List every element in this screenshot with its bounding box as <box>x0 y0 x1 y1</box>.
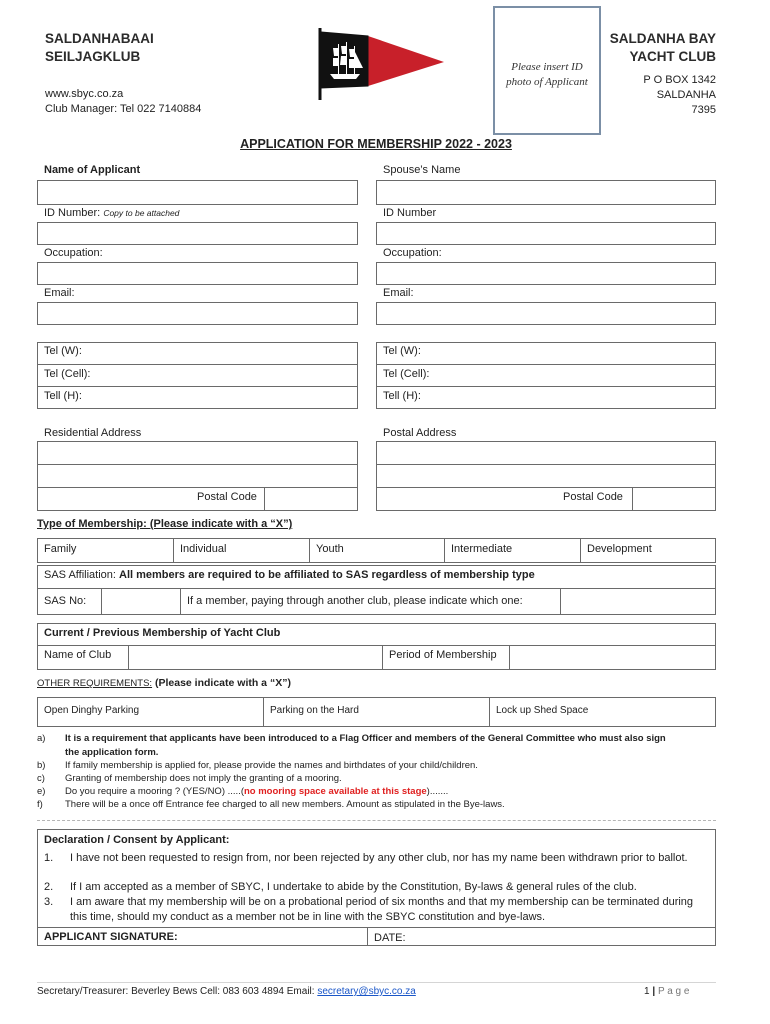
divider <box>632 487 633 511</box>
declaration-item-3-text: I am aware that my membership will be on a probational period of six months and that my membership can be terminated during this time, should my conduct as a member not be in line with the SBYC constitution and bye-laws. <box>70 896 694 923</box>
address-line1: P O BOX 1342 <box>643 74 716 86</box>
postal-address-label: Postal Address <box>383 427 457 439</box>
spouse-email-field[interactable] <box>376 302 716 325</box>
declaration-item-1-num: 1. <box>44 852 54 864</box>
divider <box>37 364 358 365</box>
date-label: DATE: <box>374 932 406 944</box>
section-divider <box>37 820 716 821</box>
footer-divider <box>37 982 716 983</box>
club-name-label: Name of Club <box>44 649 112 661</box>
note-e-warning: no mooring space available at this stage <box>243 786 427 797</box>
club-manager: Club Manager: Tel 022 7140884 <box>45 103 202 115</box>
applicant-id-note: Copy to be attached <box>103 208 180 218</box>
applicant-name-label: Name of Applicant <box>44 164 141 176</box>
membership-option-family[interactable]: Family <box>44 543 77 555</box>
club-name-english-line2: YACHT CLUB <box>629 49 716 64</box>
divider <box>367 927 368 946</box>
footer-contact <box>37 986 416 997</box>
applicant-name-field[interactable] <box>37 180 358 205</box>
period-field[interactable] <box>510 646 715 669</box>
applicant-tel-cell[interactable]: Tel (Cell): <box>44 368 91 380</box>
club-address <box>643 73 716 118</box>
spouse-id-label: ID Number <box>383 207 437 219</box>
club-website: www.sbyc.co.za <box>45 88 124 100</box>
spouse-name-field[interactable] <box>376 180 716 205</box>
divider <box>580 538 581 563</box>
club-name-afrikaans-line2: SEILJAGKLUB <box>45 49 141 64</box>
sas-no-field[interactable] <box>102 589 179 614</box>
membership-option-intermediate[interactable]: Intermediate <box>451 543 513 555</box>
postal-address-field[interactable] <box>376 441 716 511</box>
note-c-letter: c) <box>37 773 45 784</box>
option-parking-on-hard[interactable]: Parking on the Hard <box>270 705 359 716</box>
membership-option-development[interactable]: Development <box>587 543 652 555</box>
divider <box>376 364 716 365</box>
note-c-text: Granting of membership does not imply the granting of a mooring. <box>65 773 342 784</box>
divider <box>376 464 716 465</box>
club-flag-logo <box>316 28 446 100</box>
divider <box>376 386 716 387</box>
applicant-occupation-field[interactable] <box>37 262 358 285</box>
declaration-item-1-text: I have not been requested to resign from, nor been rejected by any other club, nor has my name been withdrawn prior to ballot. <box>70 852 688 864</box>
club-name-afrikaans-line1: SALDANHABAAI <box>45 31 154 46</box>
option-lock-up-shed[interactable]: Lock up Shed Space <box>496 705 589 716</box>
previous-membership-heading: Current / Previous Membership of Yacht Club <box>44 627 281 639</box>
note-e-trailer: )....... <box>426 786 449 797</box>
footer-text: Secretary/Treasurer: Beverley Bews Cell: 083 603 4894 Email: <box>37 986 318 997</box>
spouse-id-field[interactable] <box>376 222 716 245</box>
spouse-tel-work[interactable]: Tel (W): <box>383 345 421 357</box>
declaration-item-3-num: 3. <box>44 896 54 908</box>
signature-field[interactable] <box>180 928 366 945</box>
signature-label: APPLICANT SIGNATURE: <box>44 931 178 943</box>
divider <box>263 697 264 727</box>
photo-placeholder[interactable] <box>493 6 601 135</box>
note-a-line2: the application form. <box>65 746 159 758</box>
sas-affiliation-label <box>44 569 535 581</box>
divider <box>173 538 174 563</box>
address-line3: 7395 <box>691 104 716 116</box>
other-club-label: If a member, paying through another club, please indicate which one: <box>187 595 523 607</box>
sas-affiliation-title: SAS Affiliation: <box>44 569 116 581</box>
spouse-occupation-field[interactable] <box>376 262 716 285</box>
note-b-text: If family membership is applied for, please provide the names and birthdates of your child/children. <box>65 760 478 771</box>
residential-postal-code-label: Postal Code <box>197 491 257 503</box>
note-e-text <box>65 785 448 799</box>
period-label: Period of Membership <box>389 649 497 661</box>
declaration-heading: Declaration / Consent by Applicant: <box>44 834 230 846</box>
applicant-id-field[interactable] <box>37 222 358 245</box>
applicant-tel-work[interactable]: Tel (W): <box>44 345 82 357</box>
residential-address-label: Residential Address <box>44 427 142 439</box>
other-requirements-instruction: (Please indicate with a “X”) <box>154 677 291 689</box>
note-b-letter: b) <box>37 760 46 771</box>
note-f-text: There will be a once off Entrance fee charged to all new members. Amount as stipulated in the Bye-laws. <box>65 799 505 810</box>
form-title: APPLICATION FOR MEMBERSHIP 2022 - 2023 <box>240 137 512 151</box>
club-name-afrikaans <box>45 30 154 66</box>
divider <box>309 538 310 563</box>
divider <box>382 645 383 670</box>
membership-option-youth[interactable]: Youth <box>316 543 344 555</box>
page-number <box>644 986 689 997</box>
divider <box>37 464 358 465</box>
applicant-id-label <box>44 207 179 219</box>
club-name-english <box>610 30 716 66</box>
applicant-occupation-label: Occupation: <box>44 247 103 259</box>
note-a-line1: It is a requirement that applicants have been introduced to a Flag Officer and members of the General Committee who must also sign <box>65 733 666 744</box>
divider <box>489 697 490 727</box>
date-field[interactable] <box>410 928 715 945</box>
applicant-email-label: Email: <box>44 287 75 299</box>
other-club-field[interactable] <box>561 589 715 614</box>
other-requirements-heading <box>37 677 291 689</box>
divider <box>37 487 358 488</box>
divider <box>37 386 358 387</box>
club-name-english-line1: SALDANHA BAY <box>609 31 716 46</box>
spouse-name-label: Spouse’s Name <box>383 164 461 176</box>
divider <box>264 487 265 511</box>
option-open-dinghy-parking[interactable]: Open Dinghy Parking <box>44 705 140 716</box>
footer-email-link[interactable]: secretary@sbyc.co.za <box>317 986 416 997</box>
declaration-item-2-num: 2. <box>44 881 54 893</box>
note-e-letter: e) <box>37 786 46 797</box>
other-requirements-title: OTHER REQUIREMENTS: <box>37 678 153 689</box>
applicant-tel-home[interactable]: Tell (H): <box>44 390 82 402</box>
address-line2: SALDANHA <box>656 89 716 101</box>
page-word: P a g e <box>657 986 690 997</box>
note-a-letter: a) <box>37 733 46 744</box>
applicant-id-label-text: ID Number: <box>44 207 101 219</box>
divider <box>376 487 716 488</box>
spouse-email-label: Email: <box>383 287 414 299</box>
divider <box>180 588 181 615</box>
applicant-email-field[interactable] <box>37 302 358 325</box>
divider <box>444 538 445 563</box>
declaration-item-2-text: If I am accepted as a member of SBYC, I undertake to abide by the Constitution, By-laws & general rules of the club. <box>70 881 637 893</box>
note-f-letter: f) <box>37 799 43 810</box>
membership-type-heading: Type of Membership: (Please indicate with a “X”) <box>37 518 293 530</box>
spouse-occupation-label: Occupation: <box>383 247 442 259</box>
postal-postal-code-label: Postal Code <box>563 491 623 503</box>
spouse-tel-cell[interactable]: Tel (Cell): <box>383 368 430 380</box>
spouse-tel-home[interactable]: Tell (H): <box>383 390 421 402</box>
club-name-field[interactable] <box>129 646 381 669</box>
photo-placeholder-text: Please insert ID photo of Applicant <box>506 61 588 88</box>
page-number-value: 1 <box>644 986 650 997</box>
note-a-text <box>65 732 666 759</box>
sas-affiliation-note: All members are required to be affiliated to SAS regardless of membership type <box>119 569 535 581</box>
membership-option-individual[interactable]: Individual <box>180 543 227 555</box>
note-e-question: Do you require a mooring ? (YES/NO) .....( <box>65 786 244 797</box>
page-separator: | <box>652 986 656 997</box>
sas-no-label: SAS No: <box>44 595 87 607</box>
